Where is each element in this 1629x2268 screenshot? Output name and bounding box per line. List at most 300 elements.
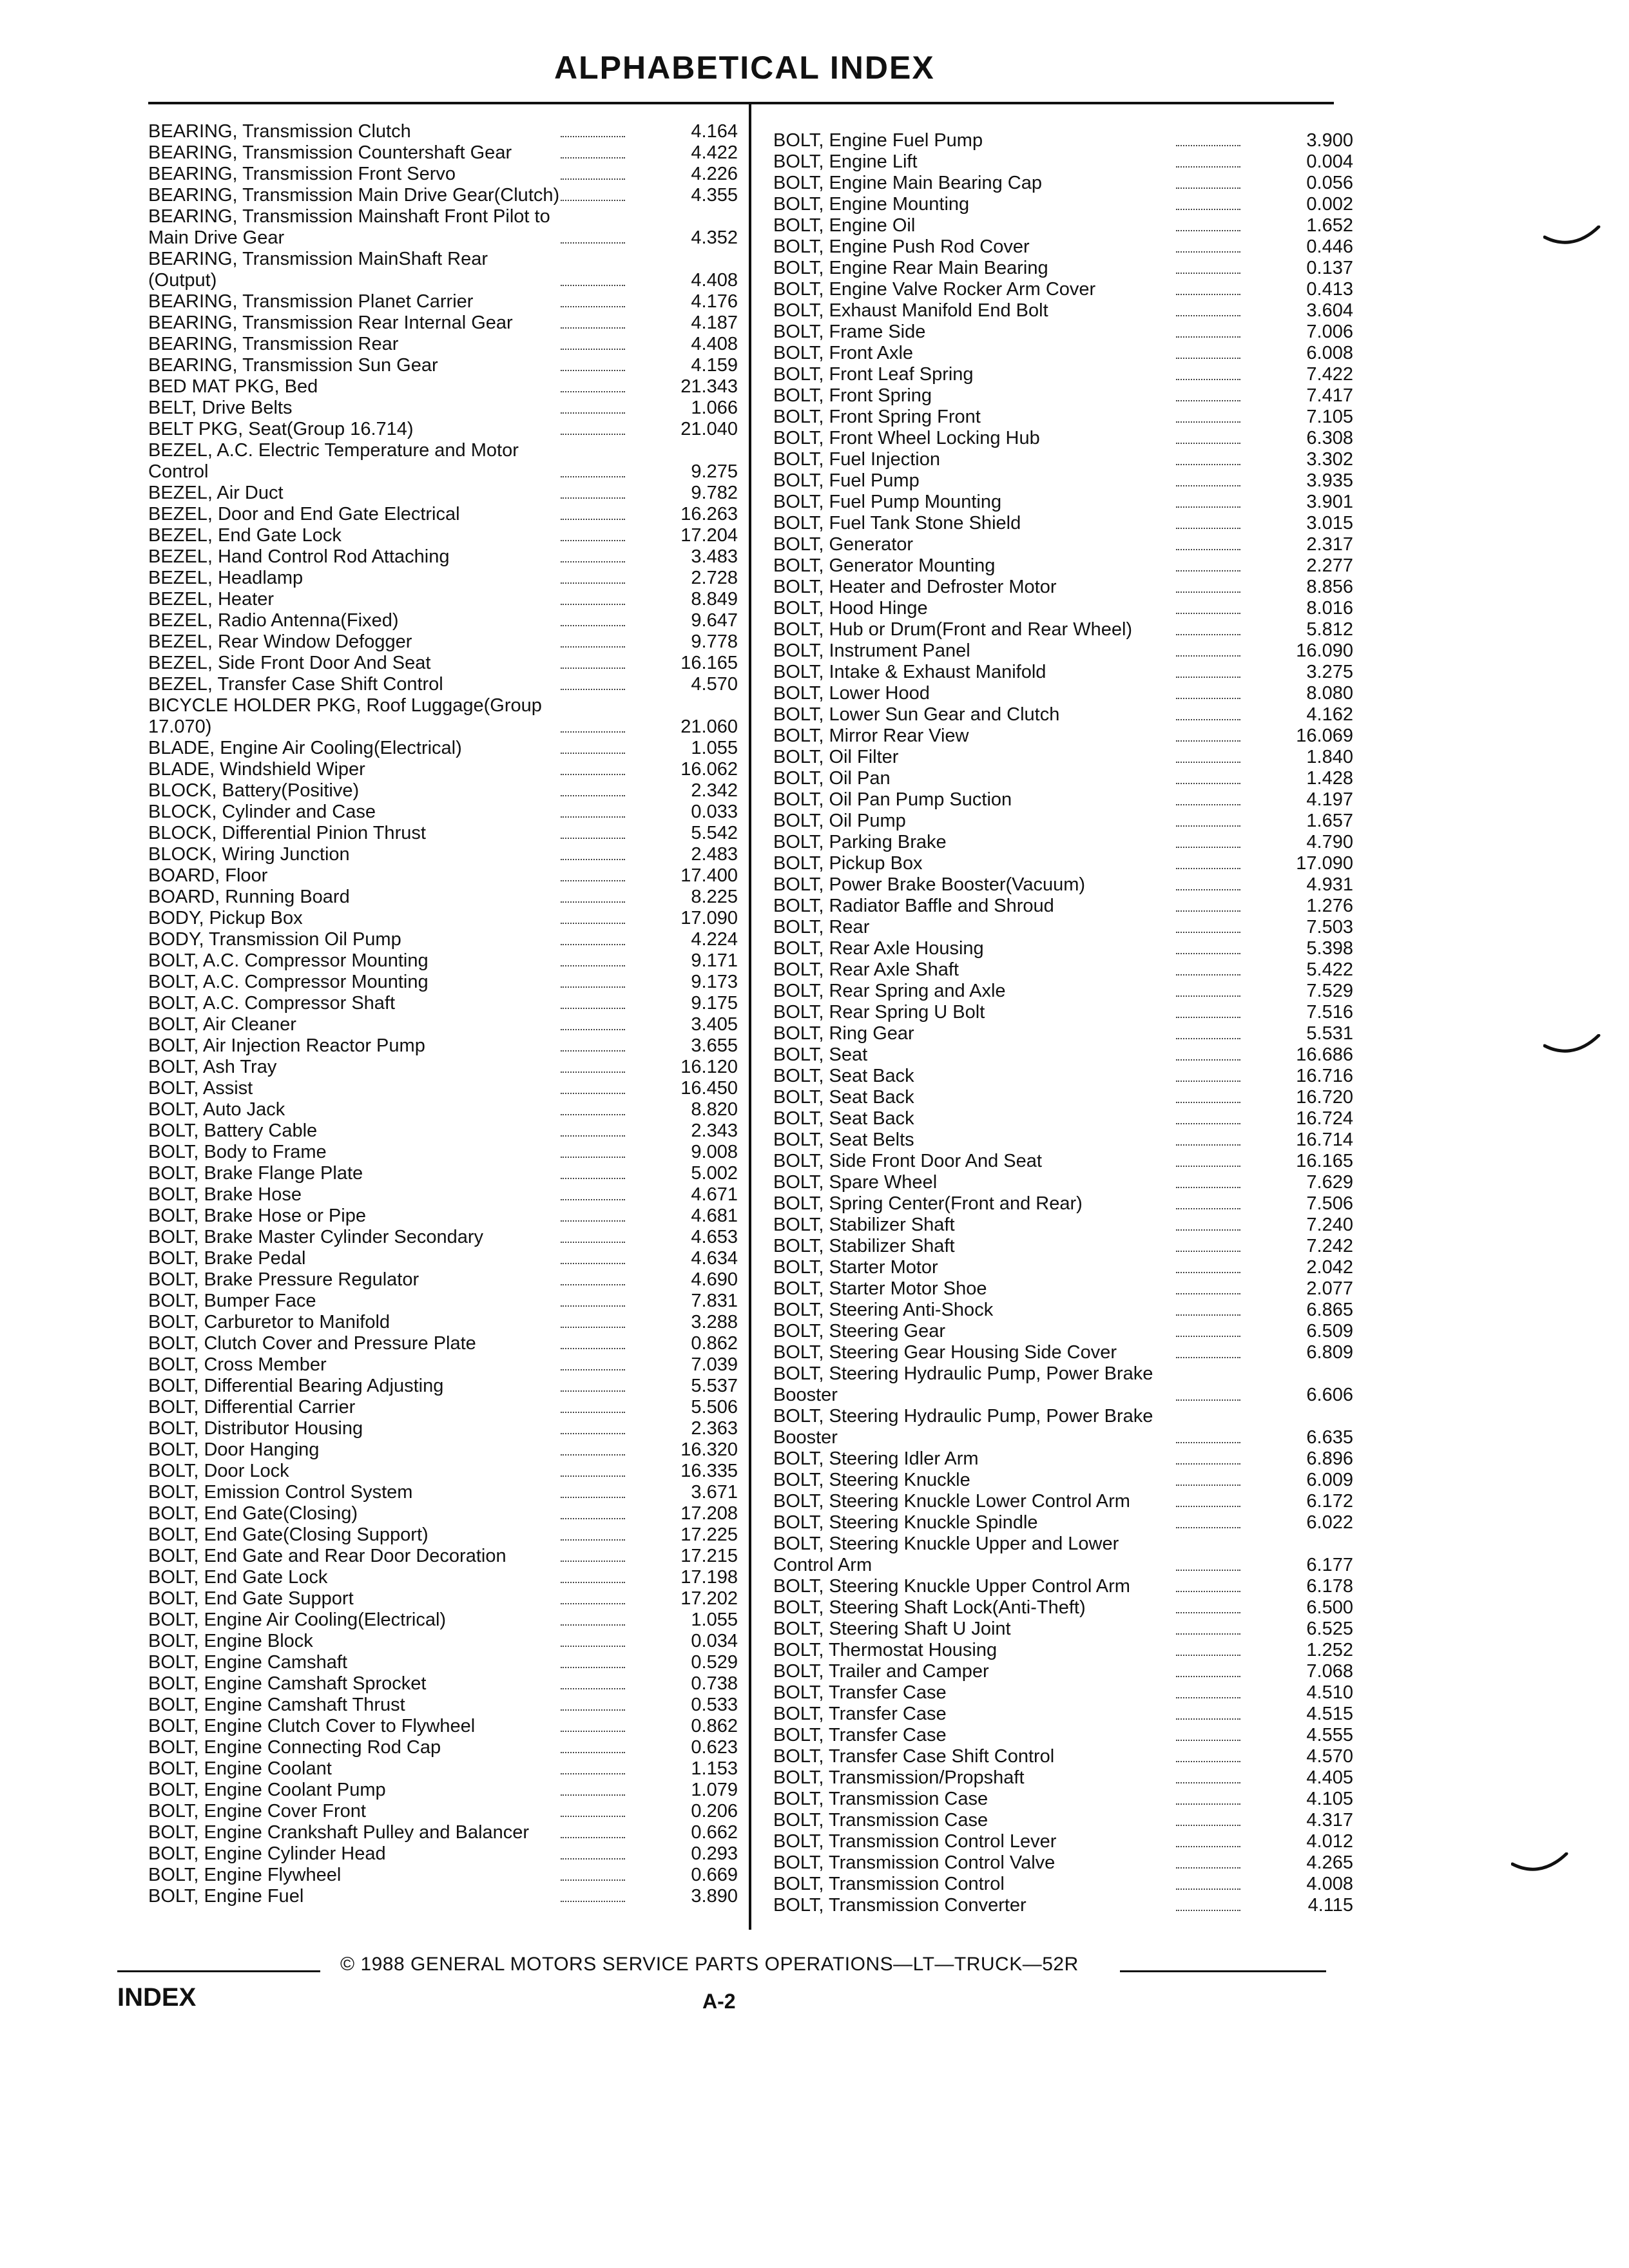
entry-description: BOLT, Power Brake Booster(Vacuum) <box>773 874 1086 895</box>
index-entry <box>129 759 738 780</box>
entry-page-number: 3.671 <box>691 1482 738 1503</box>
entry-description: BOLT, Engine Valve Rocker Arm Cover <box>773 279 1096 300</box>
index-entry <box>129 802 738 823</box>
dot-leader <box>561 1475 625 1477</box>
dot-leader <box>561 370 625 371</box>
dot-leader <box>1176 995 1240 997</box>
index-entry <box>754 428 1353 449</box>
entry-page-number: 9.175 <box>691 993 738 1014</box>
index-entry <box>129 1758 738 1780</box>
dot-leader <box>1176 1718 1240 1720</box>
entry-description: BOLT, Steering Knuckle Lower Control Arm <box>773 1491 1130 1512</box>
entry-description: BOLT, Transmission Control Lever <box>773 1831 1057 1852</box>
index-entry <box>754 1193 1353 1215</box>
index-entry <box>754 598 1353 619</box>
index-entry <box>754 1129 1353 1151</box>
entry-description: BOLT, Cross Member <box>148 1354 327 1375</box>
index-entry <box>754 1619 1353 1640</box>
index-entry <box>129 1503 738 1524</box>
dot-leader <box>1176 315 1240 316</box>
dot-leader <box>1176 1293 1240 1294</box>
index-entry <box>129 887 738 908</box>
dot-leader <box>1176 634 1240 635</box>
index-entry <box>129 249 738 291</box>
index-entry <box>754 662 1353 683</box>
entry-page-number: 9.275 <box>691 461 738 482</box>
entry-description: BOLT, End Gate and Rear Door Decoration <box>148 1546 506 1566</box>
dot-leader <box>1176 358 1240 359</box>
dot-leader <box>561 731 625 733</box>
entry-description: BOLT, Fuel Tank Stone Shield <box>773 513 1021 533</box>
dot-leader <box>1176 1208 1240 1209</box>
entry-description: BEARING, Transmission Front Servo <box>148 164 456 184</box>
dot-leader <box>1176 825 1240 827</box>
dot-leader <box>1176 570 1240 572</box>
entry-description: BOLT, Ring Gear <box>773 1023 914 1044</box>
entry-description: BOLT, Steering Knuckle Spindle <box>773 1512 1038 1533</box>
entry-description: BOLT, Air Injection Reactor Pump <box>148 1035 425 1056</box>
dot-leader <box>561 1709 625 1711</box>
index-entry <box>754 874 1353 896</box>
dot-leader <box>1176 1591 1240 1592</box>
index-entry <box>754 1831 1353 1852</box>
entry-description: BOLT, Lower Sun Gear and Clutch <box>773 704 1060 725</box>
entry-page-number: 4.187 <box>691 312 738 333</box>
entry-page-number: 16.450 <box>680 1078 738 1099</box>
index-entry <box>754 1151 1353 1172</box>
dot-leader <box>1176 1761 1240 1762</box>
dot-leader <box>561 1539 625 1541</box>
entry-description: BOLT, Spare Wheel <box>773 1172 938 1193</box>
dot-leader <box>1176 230 1240 231</box>
entry-description: BLOCK, Battery(Positive) <box>148 780 360 801</box>
entry-page-number: 1.652 <box>1306 215 1353 236</box>
entry-page-number: 2.343 <box>691 1120 738 1141</box>
dot-leader <box>561 1454 625 1456</box>
dot-leader <box>561 327 625 329</box>
entry-description: BOLT, Starter Motor <box>773 1257 938 1278</box>
entry-page-number: 16.090 <box>1296 640 1353 661</box>
index-entry <box>754 1725 1353 1746</box>
entry-description: BLADE, Engine Air Cooling(Electrical) <box>148 738 462 758</box>
check-mark-icon <box>1543 226 1601 251</box>
entry-description: BEZEL, Side Front Door And Seat <box>148 653 431 673</box>
index-entry <box>129 1184 738 1206</box>
dot-leader <box>561 1050 625 1052</box>
dot-leader <box>1176 762 1240 763</box>
index-entry <box>129 1227 738 1248</box>
index-entry <box>754 811 1353 832</box>
entry-page-number: 7.516 <box>1306 1002 1353 1023</box>
entry-description: BOLT, Brake Pedal <box>148 1248 306 1269</box>
entry-page-number: 8.080 <box>1306 683 1353 704</box>
index-entry <box>754 300 1353 322</box>
entry-description: BLOCK, Differential Pinion Thrust <box>148 823 426 843</box>
dot-leader <box>561 1263 625 1264</box>
entry-description: BOLT, Engine Flywheel <box>148 1865 342 1885</box>
entry-description: BLOCK, Cylinder and Case <box>148 802 376 822</box>
index-entry <box>754 1236 1353 1257</box>
index-entry <box>754 1576 1353 1597</box>
entry-description: BOLT, Steering Knuckle Upper and Lower Control Arm <box>773 1533 1119 1575</box>
dot-leader <box>1176 209 1240 210</box>
dot-leader <box>561 646 625 648</box>
index-entry <box>754 322 1353 343</box>
entry-page-number: 8.849 <box>691 589 738 610</box>
entry-page-number: 1.079 <box>691 1780 738 1800</box>
dot-leader <box>561 1242 625 1243</box>
dot-leader <box>561 285 625 286</box>
dot-leader <box>561 1497 625 1498</box>
dot-leader <box>561 1157 625 1158</box>
index-entry <box>129 1163 738 1184</box>
dot-leader <box>1176 591 1240 593</box>
entry-page-number: 5.422 <box>1306 959 1353 980</box>
dot-leader <box>561 1093 625 1094</box>
entry-description: BEARING, Transmission Mainshaft Front Pilot to Main Drive Gear <box>148 206 550 248</box>
dot-leader <box>561 1008 625 1009</box>
index-entry <box>754 832 1353 853</box>
entry-page-number: 1.840 <box>1306 747 1353 767</box>
entry-page-number: 4.265 <box>1306 1852 1353 1873</box>
index-entry <box>754 1852 1353 1874</box>
entry-description: BOLT, Oil Filter <box>773 747 899 767</box>
entry-description: BEARING, Transmission Main Drive Gear(Clutch) <box>148 185 560 206</box>
entry-description: BOLT, Fuel Pump Mounting <box>773 492 1002 512</box>
dot-leader <box>1176 1144 1240 1146</box>
index-entry <box>754 1363 1353 1406</box>
entry-description: BOLT, Steering Gear <box>773 1321 946 1341</box>
entry-description: BOLT, Seat Back <box>773 1066 914 1086</box>
dot-leader <box>1176 740 1240 742</box>
index-entry <box>129 823 738 844</box>
entry-description: BOLT, Fuel Pump <box>773 470 920 491</box>
index-entry <box>129 993 738 1014</box>
entry-page-number: 0.738 <box>691 1673 738 1694</box>
dot-leader <box>1176 1166 1240 1167</box>
dot-leader <box>561 1603 625 1604</box>
dot-leader <box>1176 1357 1240 1358</box>
entry-page-number: 1.657 <box>1306 811 1353 831</box>
dot-leader <box>561 1135 625 1137</box>
entry-page-number: 3.890 <box>691 1886 738 1907</box>
dot-leader <box>561 412 625 414</box>
dot-leader <box>561 816 625 818</box>
entry-description: BOLT, Brake Hose <box>148 1184 302 1205</box>
entry-page-number: 4.224 <box>691 929 738 950</box>
dot-leader <box>1176 847 1240 848</box>
index-entry <box>754 1342 1353 1363</box>
index-entry <box>129 1418 738 1439</box>
dot-leader <box>1176 1633 1240 1635</box>
index-entry <box>129 1057 738 1078</box>
index-entry <box>129 1269 738 1291</box>
entry-page-number: 2.342 <box>691 780 738 801</box>
entry-page-number: 16.165 <box>680 653 738 673</box>
entry-description: BOARD, Running Board <box>148 887 350 907</box>
entry-page-number: 16.686 <box>1296 1044 1353 1065</box>
entry-description: BICYCLE HOLDER PKG, Roof Luggage(Group 17.070) <box>148 695 542 737</box>
entry-description: BOLT, Carburetor to Manifold <box>148 1312 390 1332</box>
index-entry <box>754 1661 1353 1682</box>
index-entry <box>129 1588 738 1610</box>
entry-page-number: 3.900 <box>1306 130 1353 151</box>
entry-page-number: 6.177 <box>1306 1555 1353 1575</box>
dot-leader <box>1176 1910 1240 1911</box>
entry-description: BOLT, Engine Block <box>148 1631 313 1651</box>
dot-leader <box>561 1220 625 1222</box>
dot-leader <box>561 1752 625 1753</box>
index-entry <box>129 1567 738 1588</box>
index-entry <box>754 1597 1353 1619</box>
entry-description: BEZEL, Heater <box>148 589 275 610</box>
entry-description: BOLT, Radiator Baffle and Shroud <box>773 896 1054 916</box>
entry-description: BOLT, End Gate(Closing Support) <box>148 1524 429 1545</box>
index-entry <box>129 1312 738 1333</box>
entry-description: BOLT, Transfer Case Shift Control <box>773 1746 1055 1767</box>
dot-leader <box>1176 719 1240 720</box>
index-entry <box>129 1673 738 1695</box>
dot-leader <box>561 1731 625 1732</box>
entry-page-number: 6.635 <box>1306 1427 1353 1448</box>
entry-description: BOLT, Engine Camshaft <box>148 1652 347 1673</box>
entry-description: BOLT, A.C. Compressor Shaft <box>148 993 396 1014</box>
index-entry <box>754 704 1353 726</box>
dot-leader <box>1176 1336 1240 1337</box>
check-mark-icon <box>1511 1852 1569 1878</box>
entry-page-number: 1.153 <box>691 1758 738 1779</box>
dot-leader <box>1176 698 1240 699</box>
entry-page-number: 16.165 <box>1296 1151 1353 1171</box>
index-entry <box>754 151 1353 173</box>
entry-page-number: 4.634 <box>691 1248 738 1269</box>
entry-page-number: 0.623 <box>691 1737 738 1758</box>
index-entry <box>754 1321 1353 1342</box>
entry-page-number: 4.422 <box>691 142 738 163</box>
index-entry <box>129 483 738 504</box>
entry-page-number: 6.172 <box>1306 1491 1353 1512</box>
dot-leader <box>1176 187 1240 189</box>
entry-description: BOLT, Front Axle <box>773 343 914 363</box>
dot-leader <box>1176 145 1240 146</box>
entry-page-number: 1.066 <box>691 398 738 418</box>
index-entry <box>754 577 1353 598</box>
entry-page-number: 4.671 <box>691 1184 738 1205</box>
entry-page-number: 4.012 <box>1306 1831 1353 1852</box>
dot-leader <box>1176 421 1240 423</box>
index-entry <box>754 236 1353 258</box>
index-entry <box>754 683 1353 704</box>
index-entry <box>754 1874 1353 1895</box>
entry-page-number: 4.105 <box>1306 1789 1353 1809</box>
dot-leader <box>561 923 625 924</box>
index-entry <box>129 525 738 546</box>
dot-leader <box>1176 1846 1240 1847</box>
index-entry <box>129 929 738 950</box>
entry-page-number: 7.242 <box>1306 1236 1353 1256</box>
dot-leader <box>1176 1803 1240 1805</box>
entry-page-number: 0.206 <box>691 1801 738 1821</box>
index-column-right <box>754 130 1353 1916</box>
entry-description: BOLT, Door Hanging <box>148 1439 320 1460</box>
index-entry <box>129 546 738 568</box>
index-entry <box>754 619 1353 640</box>
dot-leader <box>561 880 625 881</box>
dot-leader <box>561 476 625 477</box>
index-entry <box>129 164 738 185</box>
index-entry <box>129 908 738 929</box>
entry-description: BEZEL, Door and End Gate Electrical <box>148 504 460 524</box>
index-entry <box>754 768 1353 789</box>
entry-description: BOLT, A.C. Compressor Mounting <box>148 950 429 971</box>
entry-page-number: 7.831 <box>691 1291 738 1311</box>
title-rule <box>148 102 1334 104</box>
entry-page-number: 0.056 <box>1306 173 1353 193</box>
dot-leader <box>561 1518 625 1519</box>
dot-leader <box>561 625 625 626</box>
dot-leader <box>1176 1251 1240 1252</box>
dot-leader <box>561 1178 625 1179</box>
entry-page-number: 4.570 <box>691 674 738 695</box>
dot-leader <box>561 901 625 903</box>
index-entry <box>754 917 1353 938</box>
dot-leader <box>561 519 625 520</box>
entry-description: BOLT, Stabilizer Shaft <box>773 1215 955 1235</box>
entry-description: BOLT, Generator <box>773 534 914 555</box>
dot-leader <box>561 136 625 137</box>
entry-page-number: 6.606 <box>1306 1385 1353 1405</box>
index-entry <box>129 1291 738 1312</box>
entry-page-number: 1.055 <box>691 738 738 758</box>
entry-description: BEZEL, Air Duct <box>148 483 284 503</box>
entry-description: BOLT, Engine Camshaft Thrust <box>148 1695 405 1715</box>
entry-description: BOLT, A.C. Compressor Mounting <box>148 972 429 992</box>
index-entry <box>754 1512 1353 1533</box>
dot-leader <box>1176 932 1240 933</box>
entry-description: BOLT, Engine Fuel Pump <box>773 130 983 151</box>
entry-description: BELT, Drive Belts <box>148 398 293 418</box>
dot-leader <box>561 1667 625 1668</box>
index-column-left <box>129 121 738 1907</box>
index-entry <box>129 674 738 695</box>
dot-leader <box>561 1348 625 1349</box>
entry-description: BOLT, Steering Hydraulic Pump, Power Brake Booster <box>773 1406 1153 1448</box>
entry-page-number: 17.225 <box>680 1524 738 1545</box>
dot-leader <box>561 689 625 690</box>
index-entry <box>129 1801 738 1822</box>
dot-leader <box>1176 953 1240 954</box>
entry-description: BOLT, Front Wheel Locking Hub <box>773 428 1040 448</box>
entry-page-number: 0.034 <box>691 1631 738 1651</box>
entry-page-number: 4.159 <box>691 355 738 376</box>
entry-page-number: 7.240 <box>1306 1215 1353 1235</box>
page-title: ALPHABETICAL INDEX <box>554 50 935 86</box>
entry-description: BOLT, Pickup Box <box>773 853 923 874</box>
entry-page-number: 4.931 <box>1306 874 1353 895</box>
dot-leader <box>1176 1123 1240 1124</box>
index-entry <box>129 419 738 440</box>
index-entry <box>754 640 1353 662</box>
entry-description: BOLT, Bumper Face <box>148 1291 316 1311</box>
index-entry <box>129 568 738 589</box>
dot-leader <box>561 859 625 860</box>
entry-page-number: 0.669 <box>691 1865 738 1885</box>
index-entry <box>129 1248 738 1269</box>
dot-leader <box>561 1433 625 1434</box>
entry-page-number: 6.500 <box>1306 1597 1353 1618</box>
entry-page-number: 7.506 <box>1306 1193 1353 1214</box>
entry-page-number: 3.288 <box>691 1312 738 1332</box>
index-entry <box>129 631 738 653</box>
entry-page-number: 6.865 <box>1306 1300 1353 1320</box>
index-entry <box>129 1865 738 1886</box>
entry-page-number: 21.060 <box>680 716 738 737</box>
index-entry <box>129 355 738 376</box>
entry-description: BEZEL, Radio Antenna(Fixed) <box>148 610 399 631</box>
entry-description: BOLT, Engine Main Bearing Cap <box>773 173 1042 193</box>
dot-leader <box>561 391 625 392</box>
entry-description: BOLT, Lower Hood <box>773 683 930 704</box>
index-entry <box>129 1014 738 1035</box>
index-entry <box>754 1895 1353 1916</box>
index-entry <box>129 1354 738 1376</box>
entry-page-number: 1.055 <box>691 1610 738 1630</box>
entry-page-number: 3.302 <box>1306 449 1353 470</box>
entry-page-number: 2.042 <box>1306 1257 1353 1278</box>
entry-page-number: 16.320 <box>680 1439 738 1460</box>
dot-leader <box>1176 1570 1240 1571</box>
dot-leader <box>561 1794 625 1796</box>
entry-description: BOLT, Starter Motor Shoe <box>773 1278 987 1299</box>
entry-description: BOLT, Transfer Case <box>773 1704 947 1724</box>
index-entry <box>129 398 738 419</box>
dot-leader <box>1176 1506 1240 1507</box>
entry-description: BOLT, Assist <box>148 1078 253 1099</box>
entry-page-number: 6.525 <box>1306 1619 1353 1639</box>
entry-description: BOLT, Transmission Control Valve <box>773 1852 1055 1873</box>
index-entry <box>129 1333 738 1354</box>
entry-description: BOLT, Engine Fuel <box>148 1886 304 1907</box>
dot-leader <box>1176 251 1240 253</box>
dot-leader <box>1176 464 1240 465</box>
dot-leader <box>561 774 625 775</box>
index-entry <box>754 1406 1353 1448</box>
dot-leader <box>1176 506 1240 508</box>
entry-description: BOLT, Engine Crankshaft Pulley and Balancer <box>148 1822 530 1843</box>
entry-page-number: 9.647 <box>691 610 738 631</box>
index-entry <box>129 589 738 610</box>
index-entry <box>129 1780 738 1801</box>
entry-page-number: 8.820 <box>691 1099 738 1120</box>
entry-page-number: 16.716 <box>1296 1066 1353 1086</box>
entry-description: BED MAT PKG, Bed <box>148 376 318 397</box>
entry-description: BOLT, Seat Belts <box>773 1129 914 1150</box>
entry-description: BOLT, Thermostat Housing <box>773 1640 998 1660</box>
entry-description: BOLT, Engine Lift <box>773 151 918 172</box>
index-entry <box>129 610 738 631</box>
dot-leader <box>561 561 625 562</box>
index-entry <box>129 334 738 355</box>
entry-description: BOLT, Differential Bearing Adjusting <box>148 1376 444 1396</box>
entry-description: BEARING, Transmission Rear Internal Gear <box>148 312 513 333</box>
dot-leader <box>1176 974 1240 975</box>
index-entry <box>129 121 738 142</box>
index-entry <box>754 853 1353 874</box>
index-entry <box>754 279 1353 300</box>
entry-description: BOLT, Rear Axle Shaft <box>773 959 959 980</box>
index-entry <box>129 1078 738 1099</box>
index-entry <box>754 1300 1353 1321</box>
